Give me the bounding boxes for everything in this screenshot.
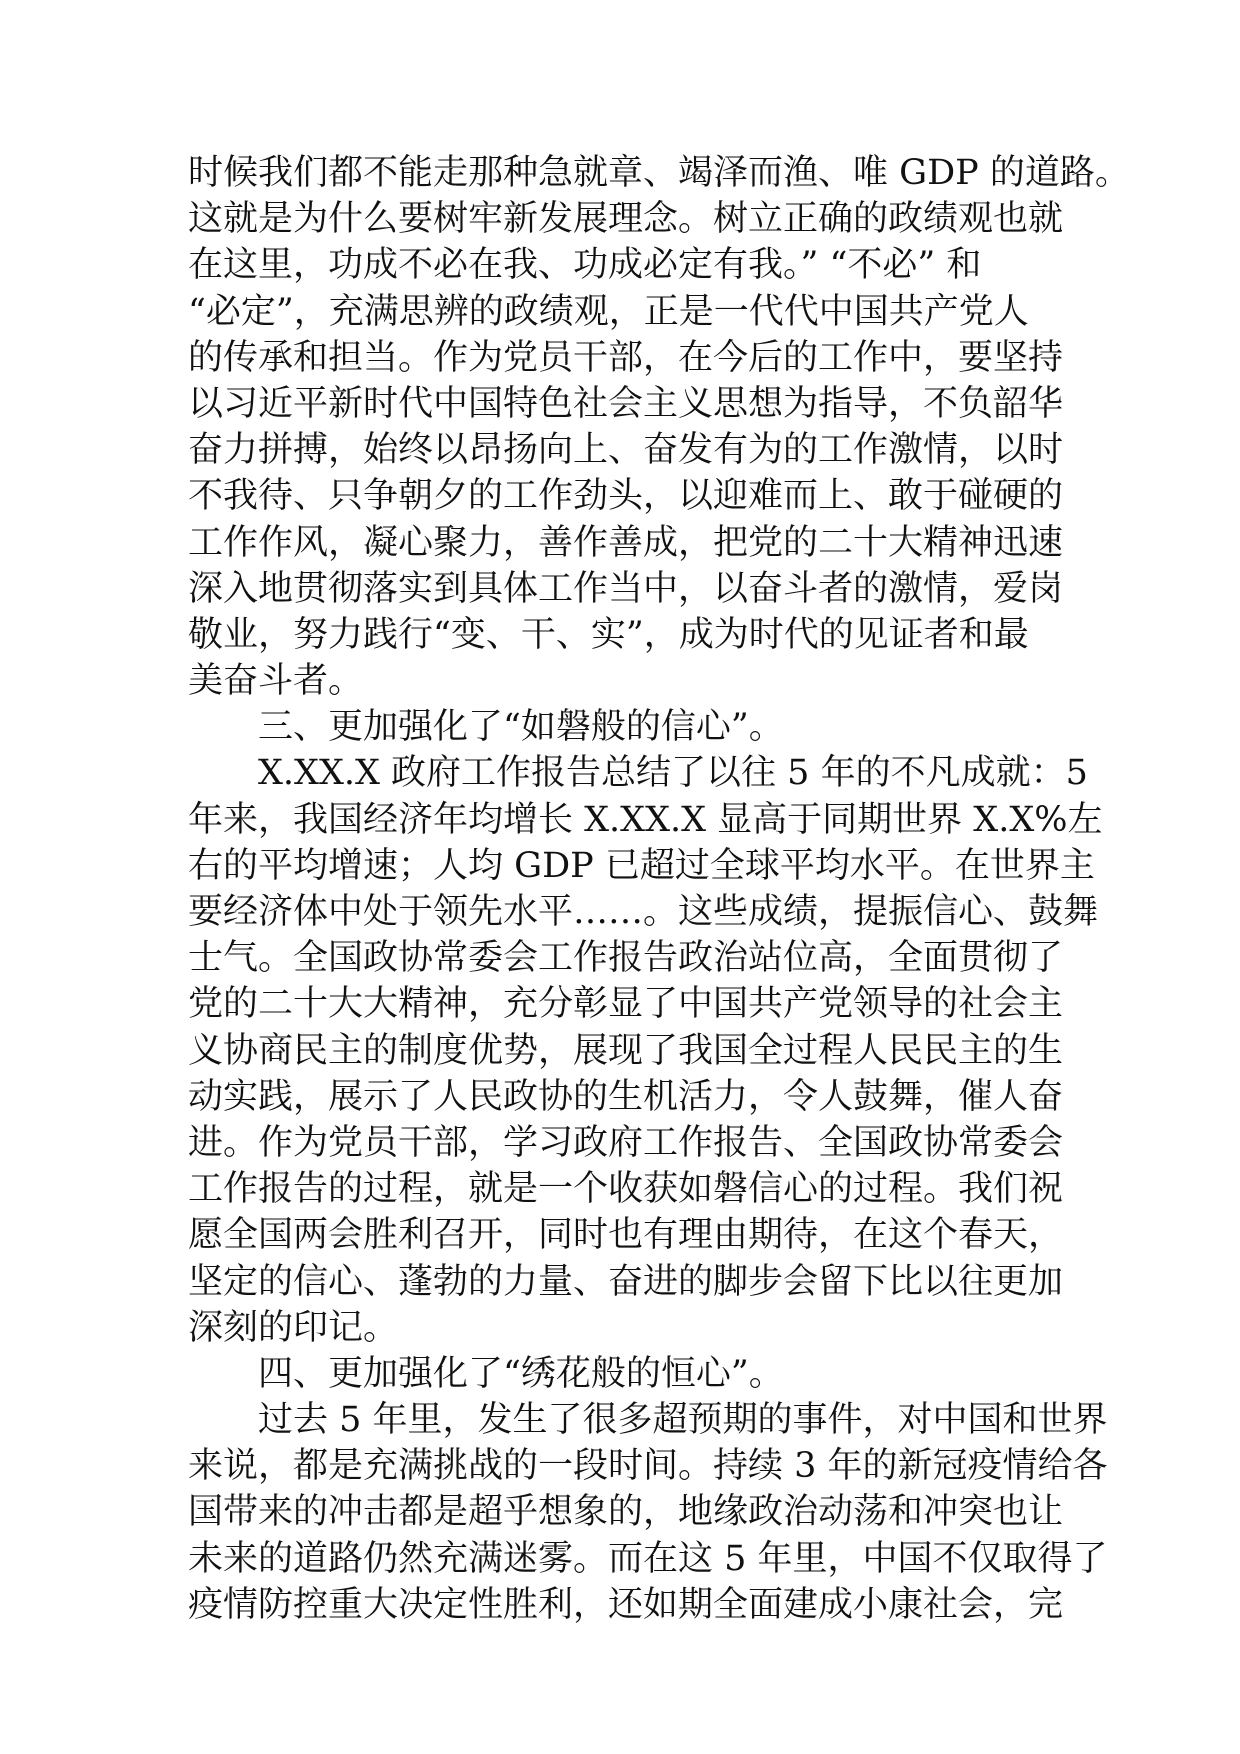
text-line: 义协商民主的制度优势，展现了我国全过程人民民主的生 [188,1030,1064,1071]
text-line: 工作报告的过程，就是一个收获如磐信心的过程。我们祝 [188,1169,1064,1210]
text-line: 年来，我国经济年均增长 X.XX.X 显高于同期世界 X.X%左 [188,799,1103,840]
section-heading-three: 三、更加强化了“如磐般的信心”。 [258,707,784,748]
paragraph-start-line: X.XX.X 政府工作报告总结了以往 5 年的不凡成就：5 [258,753,1088,794]
section-heading-four: 四、更加强化了“绣花般的恒心”。 [258,1353,784,1394]
text-line: 来说，都是充满挑战的一段时间。持续 3 年的新冠疫情给各 [188,1446,1108,1487]
text-line: 敬业，努力践行“变、干、实”，成为时代的见证者和最 [188,614,1029,655]
text-line: 动实践，展示了人民政协的生机活力，令人鼓舞，催人奋 [188,1076,1064,1117]
text-line: 这就是为什么要树牢新发展理念。树立正确的政绩观也就 [188,199,1064,240]
text-line: 不我待、只争朝夕的工作劲头，以迎难而上、敢于碰硬的 [188,476,1064,517]
text-line: 以习近平新时代中国特色社会主义思想为指导，不负韶华 [188,383,1064,424]
text-line: 未来的道路仍然充满迷雾。而在这 5 年里，中国不仅取得了 [188,1538,1108,1579]
text-line: 奋力拼搏，始终以昂扬向上、奋发有为的工作激情，以时 [188,430,1064,471]
text-line: 工作作风，凝心聚力，善作善成，把党的二十大精神迅速 [188,522,1064,563]
text-line: 深刻的印记。 [188,1307,399,1348]
text-line: 要经济体中处于领先水平……。这些成绩，提振信心、鼓舞 [188,892,1099,932]
text-line: 坚定的信心、蓬勃的力量、奋进的脚步会留下比以往更加 [188,1261,1064,1302]
text-line: 愿全国两会胜利召开，同时也有理由期待，在这个春天， [188,1215,1064,1256]
text-line: 深入地贯彻落实到具体工作当中，以奋斗者的激情，爱岗 [188,568,1064,609]
text-line: 右的平均增速；人均 GDP 已超过全球平均水平。在世界主 [188,845,1095,886]
text-line: 党的二十大大精神，充分彰显了中国共产党领导的社会主 [188,984,1064,1025]
text-line: 进。作为党员干部，学习政府工作报告、全国政协常委会 [188,1122,1064,1163]
text-line: “必定”，充满思辨的政绩观，正是一代代中国共产党人 [188,291,1029,332]
text-line: 在这里，功成不必在我、功成必定有我。” “不必” 和 [188,245,982,286]
text-line: 疫情防控重大决定性胜利，还如期全面建成小康社会，完 [188,1584,1064,1625]
text-line: 的传承和担当。作为党员干部，在今后的工作中，要坚持 [188,337,1064,378]
paragraph-start-line: 过去 5 年里，发生了很多超预期的事件，对中国和世界 [258,1400,1108,1441]
document-body [188,150,1130,1628]
text-line: 美奋斗者。 [188,661,364,702]
text-line: 时候我们都不能走那种急就章、竭泽而渔、唯 GDP 的道路。 [188,153,1130,193]
text-line: 士气。全国政协常委会工作报告政治站位高，全面贯彻了 [188,938,1064,979]
text-line: 国带来的冲击都是超乎想象的，地缘政治动荡和冲突也让 [188,1492,1064,1533]
